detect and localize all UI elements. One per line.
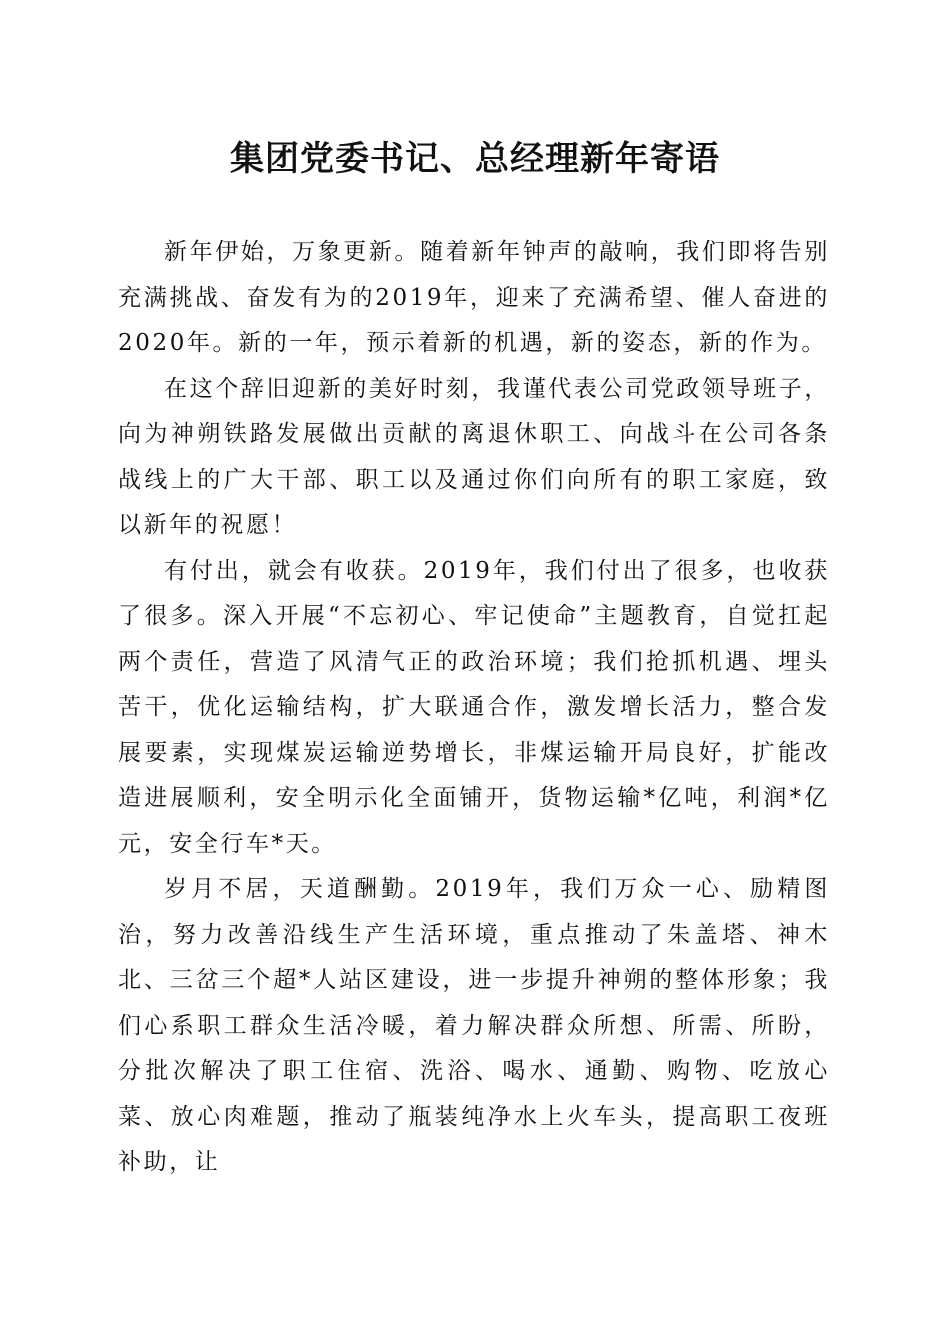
document-title: 集团党委书记、总经理新年寄语	[230, 139, 720, 179]
paragraph-4: 岁月不居，天道酬勤。2019年，我们万众一心、励精图治，努力改善沿线生产生活环境，重点推动了朱盖塔、神木北、三岔三个超*人站区建设，进一步提升神朔的整体形象；我们心系职工群众生活冷暖，着力解决群众所想、所需、所盼，分批次解决了职工住宿、洗浴、喝水、通勤、购物、吃放心菜、放心肉难题，推动了瓶装纯净水上火车头，提高职工夜班补助，让	[118, 876, 830, 1175]
paragraph-2: 在这个辞旧迎新的美好时刻，我谨代表公司党政领导班子，向为神朔铁路发展做出贡献的离退休职工、向战斗在公司各条战线上的广大干部、职工以及通过你们向所有的职工家庭，致以新年的祝愿！	[118, 375, 830, 538]
paragraph-1: 新年伊始，万象更新。随着新年钟声的敲响，我们即将告别充满挑战、奋发有为的2019年，迎来了充满希望、催人奋进的2020年。新的一年，预示着新的机遇，新的姿态，新的作为。	[118, 239, 830, 356]
paragraph-3: 有付出，就会有收获。2019年，我们付出了很多，也收获了很多。深入开展“不忘初心、牢记使命”主题教育，自觉扛起两个责任，营造了风清气正的政治环境；我们抢抓机遇、埋头苦干，优化运输结构，扩大联通合作，激发增长活力，整合发展要素，实现煤炭运输逆势增长，非煤运输开局良好，扩能改造进展顺利，安全明示化全面铺开，货物运输*亿吨，利润*亿元，安全行车*天。	[118, 557, 830, 857]
document-body	[118, 230, 830, 1186]
